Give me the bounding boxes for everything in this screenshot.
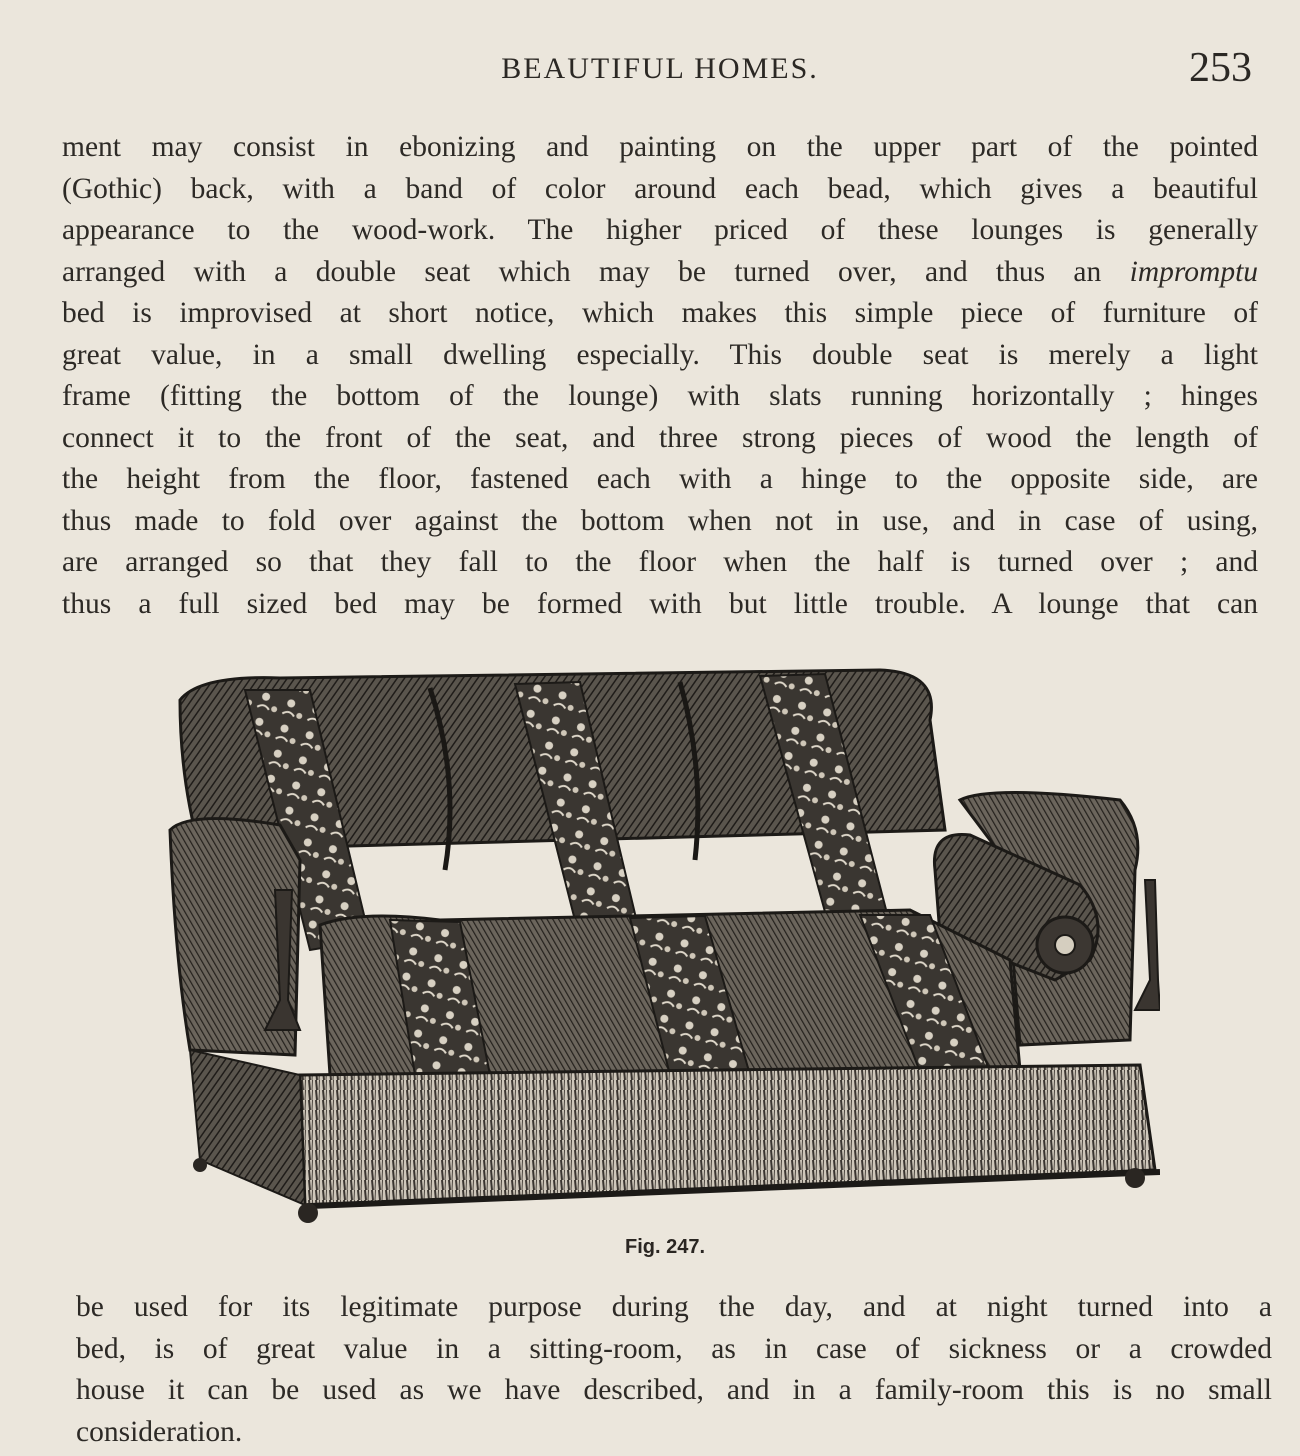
text-segment: arranged with a double seat which may be turned over, and thus an	[62, 255, 1102, 288]
text-line: house it can be used as we have described, and in a family-room this is no small	[76, 1374, 1272, 1406]
text-line: ment may consist in ebonizing and painting on the upper part of the pointed	[62, 131, 1258, 163]
sofa-illustration	[160, 660, 1160, 1240]
fringe-skirt	[300, 1065, 1155, 1205]
text-line: be used for its legitimate purpose during the day, and at night turned into a	[76, 1291, 1272, 1323]
text-line-with-italic	[62, 252, 1258, 294]
paragraph-bottom	[76, 1287, 1272, 1453]
text-line: thus made to fold over against the bottom when not in use, and in case of using,	[62, 504, 1258, 537]
text-line: bed, is of great value in a sitting-room, as in case of sickness or a crowded	[76, 1332, 1272, 1365]
text-line: thus a full sized bed may be formed with but little trouble. A lounge that can	[62, 587, 1258, 620]
text-line: appearance to the wood-work. The higher priced of these lounges is generally	[62, 214, 1258, 246]
text-line: the height from the floor, fastened each with a hinge to the opposite side, are	[62, 463, 1258, 495]
text-line: great value, in a small dwelling especially. This double seat is merely a light	[62, 338, 1258, 371]
figure-caption: Fig. 247.	[624, 1236, 706, 1258]
text-line: bed is improvised at short notice, which makes this simple piece of furniture of	[62, 297, 1258, 329]
sofa-engraving-figure	[160, 660, 1160, 1240]
text-line: frame (fitting the bottom of the lounge) with slats running horizontally ; hinges	[62, 380, 1258, 412]
text-line: are arranged so that they fall to the floor when the half is turned over ; and	[62, 546, 1258, 578]
text-line: connect it to the front of the seat, and three strong pieces of wood the length of	[62, 421, 1258, 454]
page-number: 253	[1189, 45, 1252, 91]
text-line: (Gothic) back, with a band of color around each bead, which gives a beautiful	[62, 172, 1258, 205]
italic-word: impromptu	[1129, 255, 1259, 288]
running-header: BEAUTIFUL HOMES.	[501, 52, 819, 85]
text-line: consideration.	[76, 1415, 243, 1448]
paragraph-top	[62, 127, 1258, 625]
